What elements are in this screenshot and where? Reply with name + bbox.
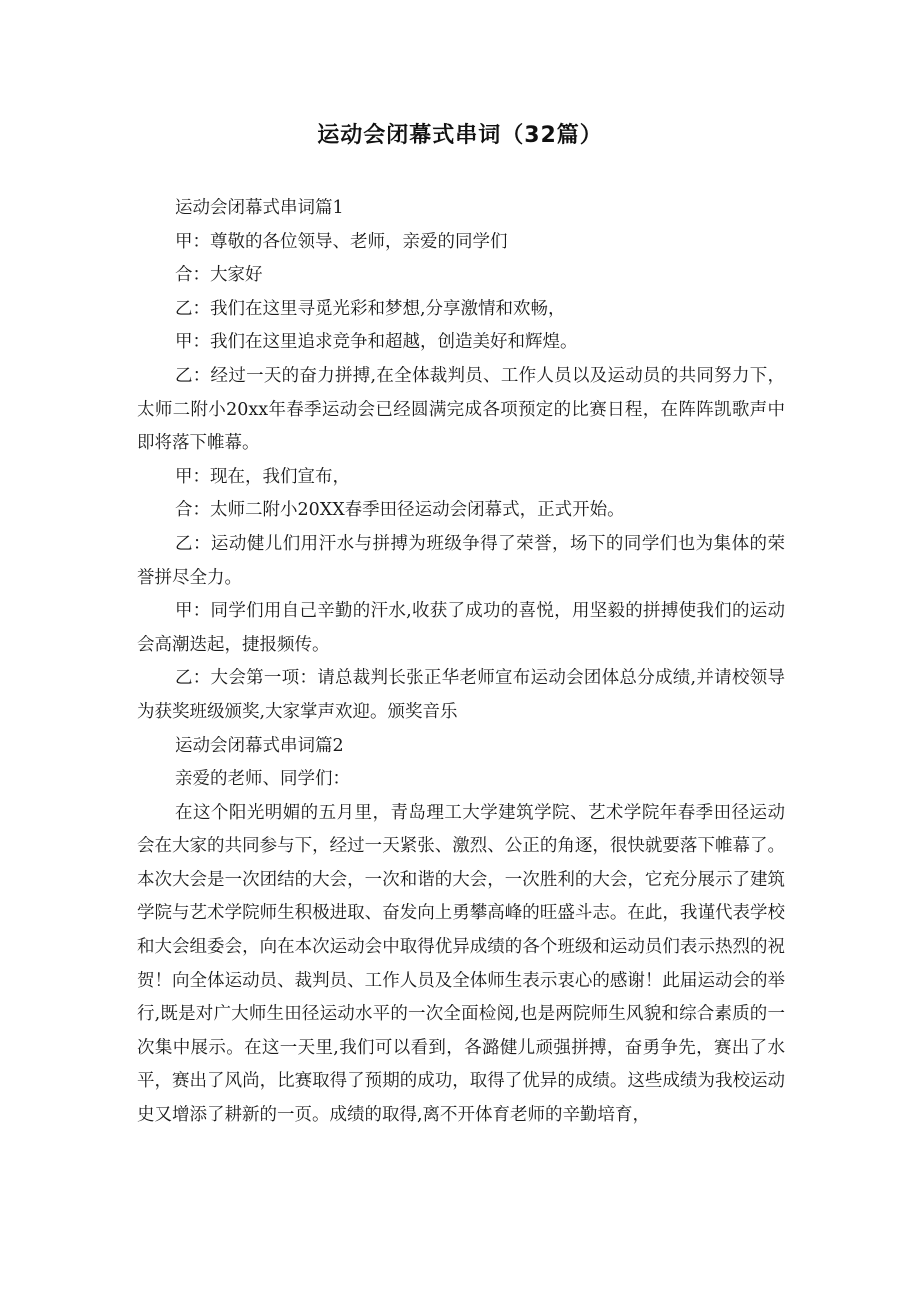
paragraph: 乙：大会第一项：请总裁判长张正华老师宣布运动会团体总分成绩,并请校领导为获奖班级颁奖,大家掌声欢迎。颁奖音乐 bbox=[137, 668, 785, 722]
paragraph: 合：太师二附小20XX春季田径运动会闭幕式，正式开始。 bbox=[175, 500, 625, 521]
paragraph: 甲：尊敬的各位领导、老师，亲爱的同学们 bbox=[175, 231, 508, 252]
paragraph: 乙：经过一天的奋力拼搏,在全体裁判员、工作人员以及运动员的共同努力下，太师二附小20xx年春季运动会已经圆满完成各项预定的比赛日程，在阵阵凯歌声中即将落下帷幕。 bbox=[137, 365, 785, 454]
paragraph: 甲：同学们用自己辛勤的汗水,收获了成功的喜悦，用坚毅的拼搏使我们的运动会高潮迭起，捷报频传。 bbox=[137, 601, 785, 655]
paragraph: 在这个阳光明媚的五月里，青岛理工大学建筑学院、艺术学院年春季田径运动会在大家的共同参与下，经过一天紧张、激烈、公正的角逐，很快就要落下帷幕了。本次大会是一次团结的大会，一次和谐的大会，一次胜利的大会，它充分展示了建筑学院与艺术学院师生积极进取、奋发向上勇攀高峰的旺盛斗志。在此，我谨代表学校和大会组委会，向在本次运动会中取得优异成绩的各个班级和运动员们表示热烈的祝贺！向全体运动员、裁判员、工作人员及全体师生表示衷心的感谢！此届运动会的举行,既是对广大师生田径运动水平的一次全面检阅,也是两院师生风貌和综合素质的一次集中展示。在这一天里,我们可以看到，各潞健儿顽强拼搏，奋勇争先，赛出了水平，赛出了风尚，比赛取得了预期的成功，取得了优异的成绩。这些成绩为我校运动史又增添了耕新的一页。成绩的取得,离不开体育老师的辛勤培育， bbox=[137, 802, 785, 1126]
paragraph: 合：大家好 bbox=[175, 265, 263, 286]
paragraph: 亲爱的老师、同学们： bbox=[175, 769, 350, 790]
paragraph: 甲：我们在这里追求竞争和超越，创造美好和辉煌。 bbox=[175, 332, 578, 353]
document-body bbox=[137, 192, 785, 1133]
paragraph: 乙：我们在这里寻觅光彩和梦想,分享激情和欢畅， bbox=[175, 298, 566, 319]
document-title: 运动会闭幕式串词（32篇） bbox=[317, 123, 603, 148]
paragraph: 乙：运动健儿们用汗水与拼搏为班级争得了荣誉，场下的同学们也为集体的荣誉拼尽全力。 bbox=[137, 533, 785, 588]
section-heading: 运动会闭幕式串词篇2 bbox=[175, 735, 344, 756]
section-heading: 运动会闭幕式串词篇1 bbox=[175, 198, 344, 218]
paragraph: 甲：现在，我们宣布， bbox=[175, 466, 350, 487]
